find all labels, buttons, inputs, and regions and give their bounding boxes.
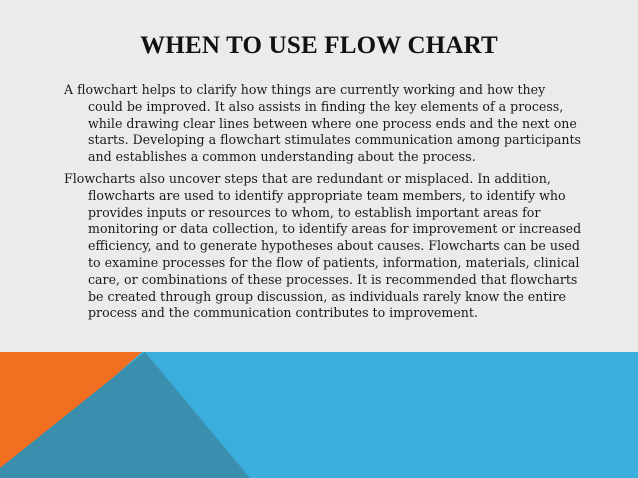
- paragraph-flowchart-uses: Flowcharts also uncover steps that are redundant or misplaced. In addition, flowcharts are used to identify appropriate team members, to identify who provides inputs or resources to whom, to establish important areas for monitoring or data collection, to identify areas for improvement or increased efficiency, and to generate hypotheses about causes. Flowcharts can be used to examine processes for the flow of patients, information, materials, clinical care, or combinations of these processes. It is recommended that flowcharts be created through group discussion, as individuals rarely know the entire process and the communication contributes to improvement.: [64, 170, 582, 321]
- paragraph-flowchart-benefits: A flowchart helps to clarify how things are currently working and how they could be improved. It also assists in finding the key elements of a process, while drawing clear lines between where one process ends and the next one starts. Developing a flowchart stimulates communication among participants and establishes a common understanding about the process.: [64, 82, 582, 165]
- slide-title: WHEN TO USE FLOW CHART: [140, 32, 498, 59]
- slide-body: [64, 82, 584, 327]
